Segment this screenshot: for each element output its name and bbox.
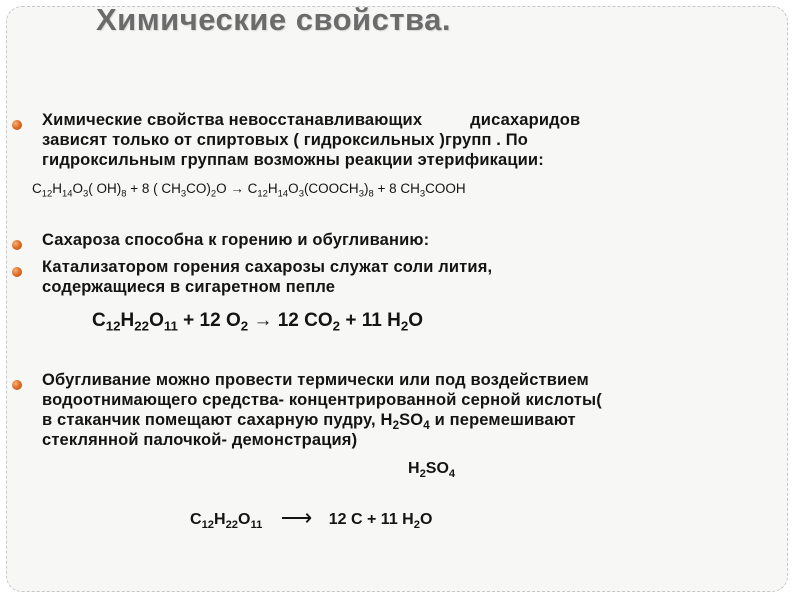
reaction-arrow-icon: ⟶ xyxy=(280,505,313,530)
bullet-icon xyxy=(12,240,22,250)
esterification-equation: $C_{12}H_{14}O_3$( $OH)_8 + 8$ ( $CH_3CO)_2O$ → $C_{12}H_{14}O_3(COOCH_3)_8 + 8$ $CH_3COOH$ xyxy=(32,181,466,200)
bullet-icon xyxy=(12,267,22,277)
charring-equation: $C_{12}H_{22}O_{11}$ ⟶ 12 C + 11 $H_2O$ xyxy=(190,505,433,531)
page-title: Химические свойства. xyxy=(96,2,452,37)
paragraph-charring xyxy=(42,370,602,450)
reagent-label: $H_2SO_4$ xyxy=(408,460,456,480)
paragraph-line: стеклянной палочкой- демонстрация) xyxy=(42,431,358,449)
paragraph-line: Обугливание можно провести термически или под воздействием xyxy=(42,371,589,389)
paragraph-combustion xyxy=(42,230,429,250)
combustion-equation: $C_{12}H_{22}O_{11} + 12$ $O_2 \to 12$ $CO_2 + 11$ $H_2O$ xyxy=(92,310,423,334)
paragraph-line: Химические свойства невосстанавливающих дисахаридов xyxy=(42,111,581,129)
paragraph-line: Сахароза способна к горению и обугливанию: xyxy=(42,231,430,249)
paragraph-esterification xyxy=(42,110,580,170)
paragraph-line: в стаканчик помещают сахарную пудру, $H_2SO_4$ и перемешивают xyxy=(42,411,576,433)
paragraph-line: Катализатором горения сахарозы служат соли лития, xyxy=(42,258,493,276)
paragraph-line: зависят только от спиртовых ( гидроксильных )групп . По xyxy=(42,131,529,149)
paragraph-line: содержащиеся в сигаретном пепле xyxy=(42,278,336,296)
paragraph-catalyst xyxy=(42,257,492,297)
bullet-icon xyxy=(12,120,22,130)
bullet-icon xyxy=(12,380,22,390)
paragraph-line: гидроксильным группам возможны реакции этерификации: xyxy=(42,151,544,169)
paragraph-line: водоотнимающего средства- концентрированной серной кислоты( xyxy=(42,391,602,409)
